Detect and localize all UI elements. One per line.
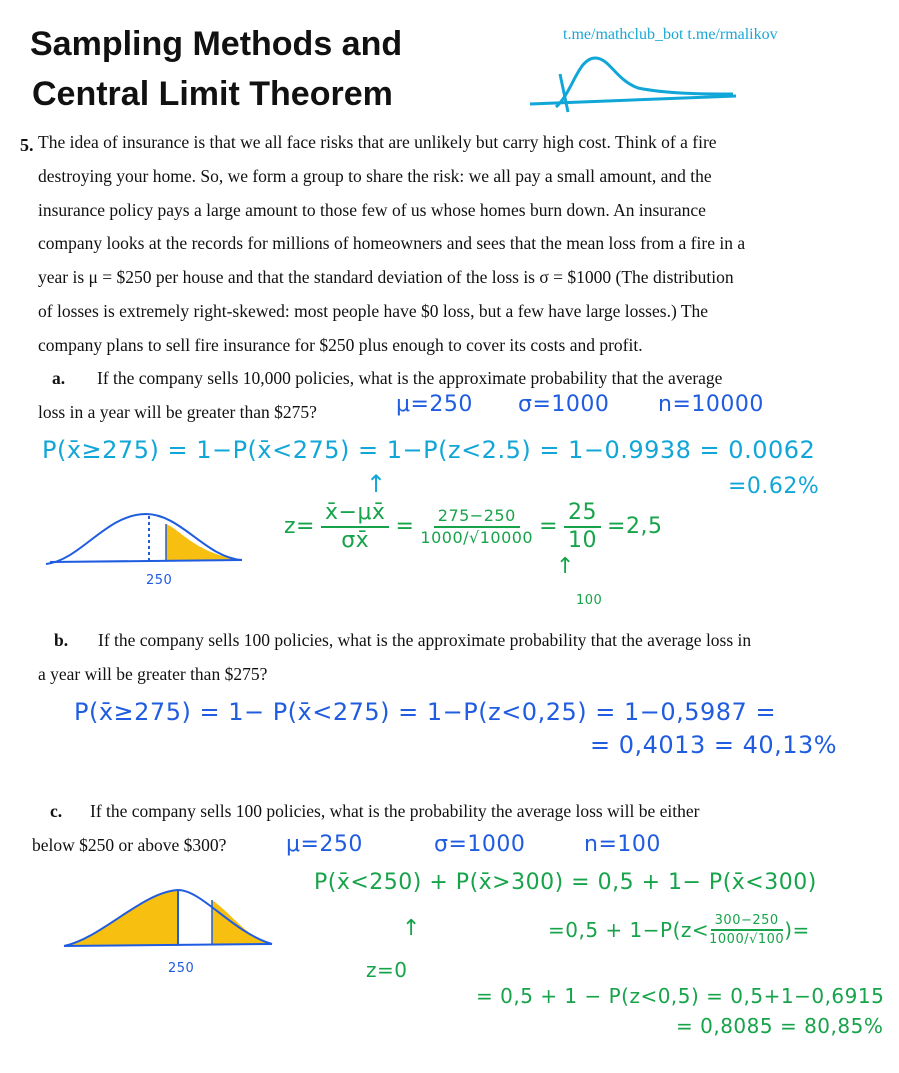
part-c-up-arrow: ↑ — [402, 916, 421, 941]
part-a-sqrt-arrow: ↑ — [556, 554, 575, 579]
z-num-3: 25 — [564, 502, 601, 528]
part-c-label: c. — [50, 801, 63, 821]
part-c-line-2-prefix: =0,5 + 1−P(z< — [548, 918, 710, 942]
problem-line: insurance policy pays a large amount to those few of us whose homes burn down. An insurance — [38, 200, 706, 220]
part-a-up-arrow: ↑ — [366, 470, 387, 498]
part-c-given-n: n=100 — [584, 832, 661, 857]
z-den-1: σx̄ — [341, 528, 370, 553]
part-c-line-2 — [548, 914, 810, 946]
part-c-question-line-2: below $250 or above $300? — [32, 835, 227, 855]
part-c-line-4: = 0,8085 = 80,85% — [676, 1014, 884, 1038]
part-b-probability-line-1: P(x̄≥275) = 1− P(x̄<275) = 1−P(z<0,25) = 1−0,5987 = — [74, 698, 777, 726]
part-c-given-sigma: σ=1000 — [434, 832, 526, 857]
title-line-2: Central Limit Theorem — [32, 75, 393, 113]
problem-number: 5. — [20, 135, 34, 155]
part-c-curve-label: 250 — [168, 961, 195, 976]
part-c-line-2-den: 1000/√100 — [709, 932, 785, 947]
telegram-links[interactable]: t.me/mathclub_bot t.me/rmalikov — [563, 26, 778, 43]
part-c-line-2-num: 300−250 — [711, 914, 783, 931]
z-num-2: 275−250 — [434, 508, 520, 528]
part-c-line-2-fraction — [709, 914, 784, 946]
part-a-sqrt-value: 100 — [576, 593, 603, 608]
part-a-z-formula — [284, 502, 662, 552]
part-a-normal-curve — [46, 510, 246, 572]
problem-line: The idea of insurance is that we all face risks that are unlikely but carry high cost. Think of a fire — [38, 132, 717, 152]
part-c-line-2-suffix: )= — [784, 918, 810, 942]
part-c-z-zero: z=0 — [366, 958, 408, 982]
skewed-curve-logo-icon — [528, 52, 743, 112]
problem-line: company looks at the records for millions of homeowners and sees that the mean loss from a fire in a — [38, 233, 746, 253]
z-fraction-2 — [420, 508, 533, 546]
part-b-question-line-2: a year will be greater than $275? — [38, 664, 268, 684]
z-fraction-1 — [321, 502, 389, 552]
z-num-1: x̄−μx̄ — [321, 502, 389, 528]
problem-line: company plans to sell fire insurance for $250 plus enough to cover its costs and profit. — [38, 335, 643, 355]
z-den-3: 10 — [568, 528, 598, 553]
part-c-question-line-1: If the company sells 100 policies, what is the probability the average loss will be either — [90, 801, 700, 821]
title-line-1: Sampling Methods and — [30, 25, 403, 63]
part-a-given-mu: μ=250 — [396, 392, 473, 417]
part-a-curve-label: 250 — [146, 573, 173, 588]
part-a-question-line-2: loss in a year will be greater than $275? — [38, 402, 317, 422]
part-c-line-3: = 0,5 + 1 − P(z<0,5) = 0,5+1−0,6915 — [476, 984, 885, 1008]
problem-line: of losses is extremely right-skewed: most people have $0 loss, but a few have large losses.) The — [38, 301, 709, 321]
part-a-percent: =0.62% — [728, 474, 820, 499]
part-a-given-sigma: σ=1000 — [518, 392, 610, 417]
part-b-probability-line-2: = 0,4013 = 40,13% — [590, 731, 838, 759]
part-c-line-1: P(x̄<250) + P(x̄>300) = 0,5 + 1− P(x̄<300) — [314, 870, 817, 895]
part-a-label: a. — [52, 368, 66, 388]
part-a-probability-line: P(x̄≥275) = 1−P(x̄<275) = 1−P(z<2.5) = 1−0.9938 = 0.0062 — [42, 436, 816, 464]
part-b-label: b. — [54, 630, 69, 650]
part-a-question-line-1: If the company sells 10,000 policies, what is the approximate probability that the average — [97, 368, 723, 388]
problem-line: year is μ = $250 per house and that the standard deviation of the loss is σ = $1000 (The distribution — [38, 267, 734, 287]
z-fraction-3 — [564, 502, 601, 552]
z-den-2: 1000/√10000 — [420, 528, 534, 547]
z-result: =2,5 — [607, 514, 663, 539]
part-a-given-n: n=10000 — [658, 392, 764, 417]
part-b-question-line-1: If the company sells 100 policies, what is the approximate probability that the average loss in — [98, 630, 752, 650]
z-lhs: z= — [284, 514, 315, 539]
z-equals: = — [395, 514, 415, 539]
problem-line: destroying your home. So, we form a group to share the risk: we all pay a small amount, and the — [38, 166, 712, 186]
z-equals-2: = — [539, 514, 559, 539]
part-c-normal-curve — [62, 882, 274, 952]
part-c-given-mu: μ=250 — [286, 832, 363, 857]
